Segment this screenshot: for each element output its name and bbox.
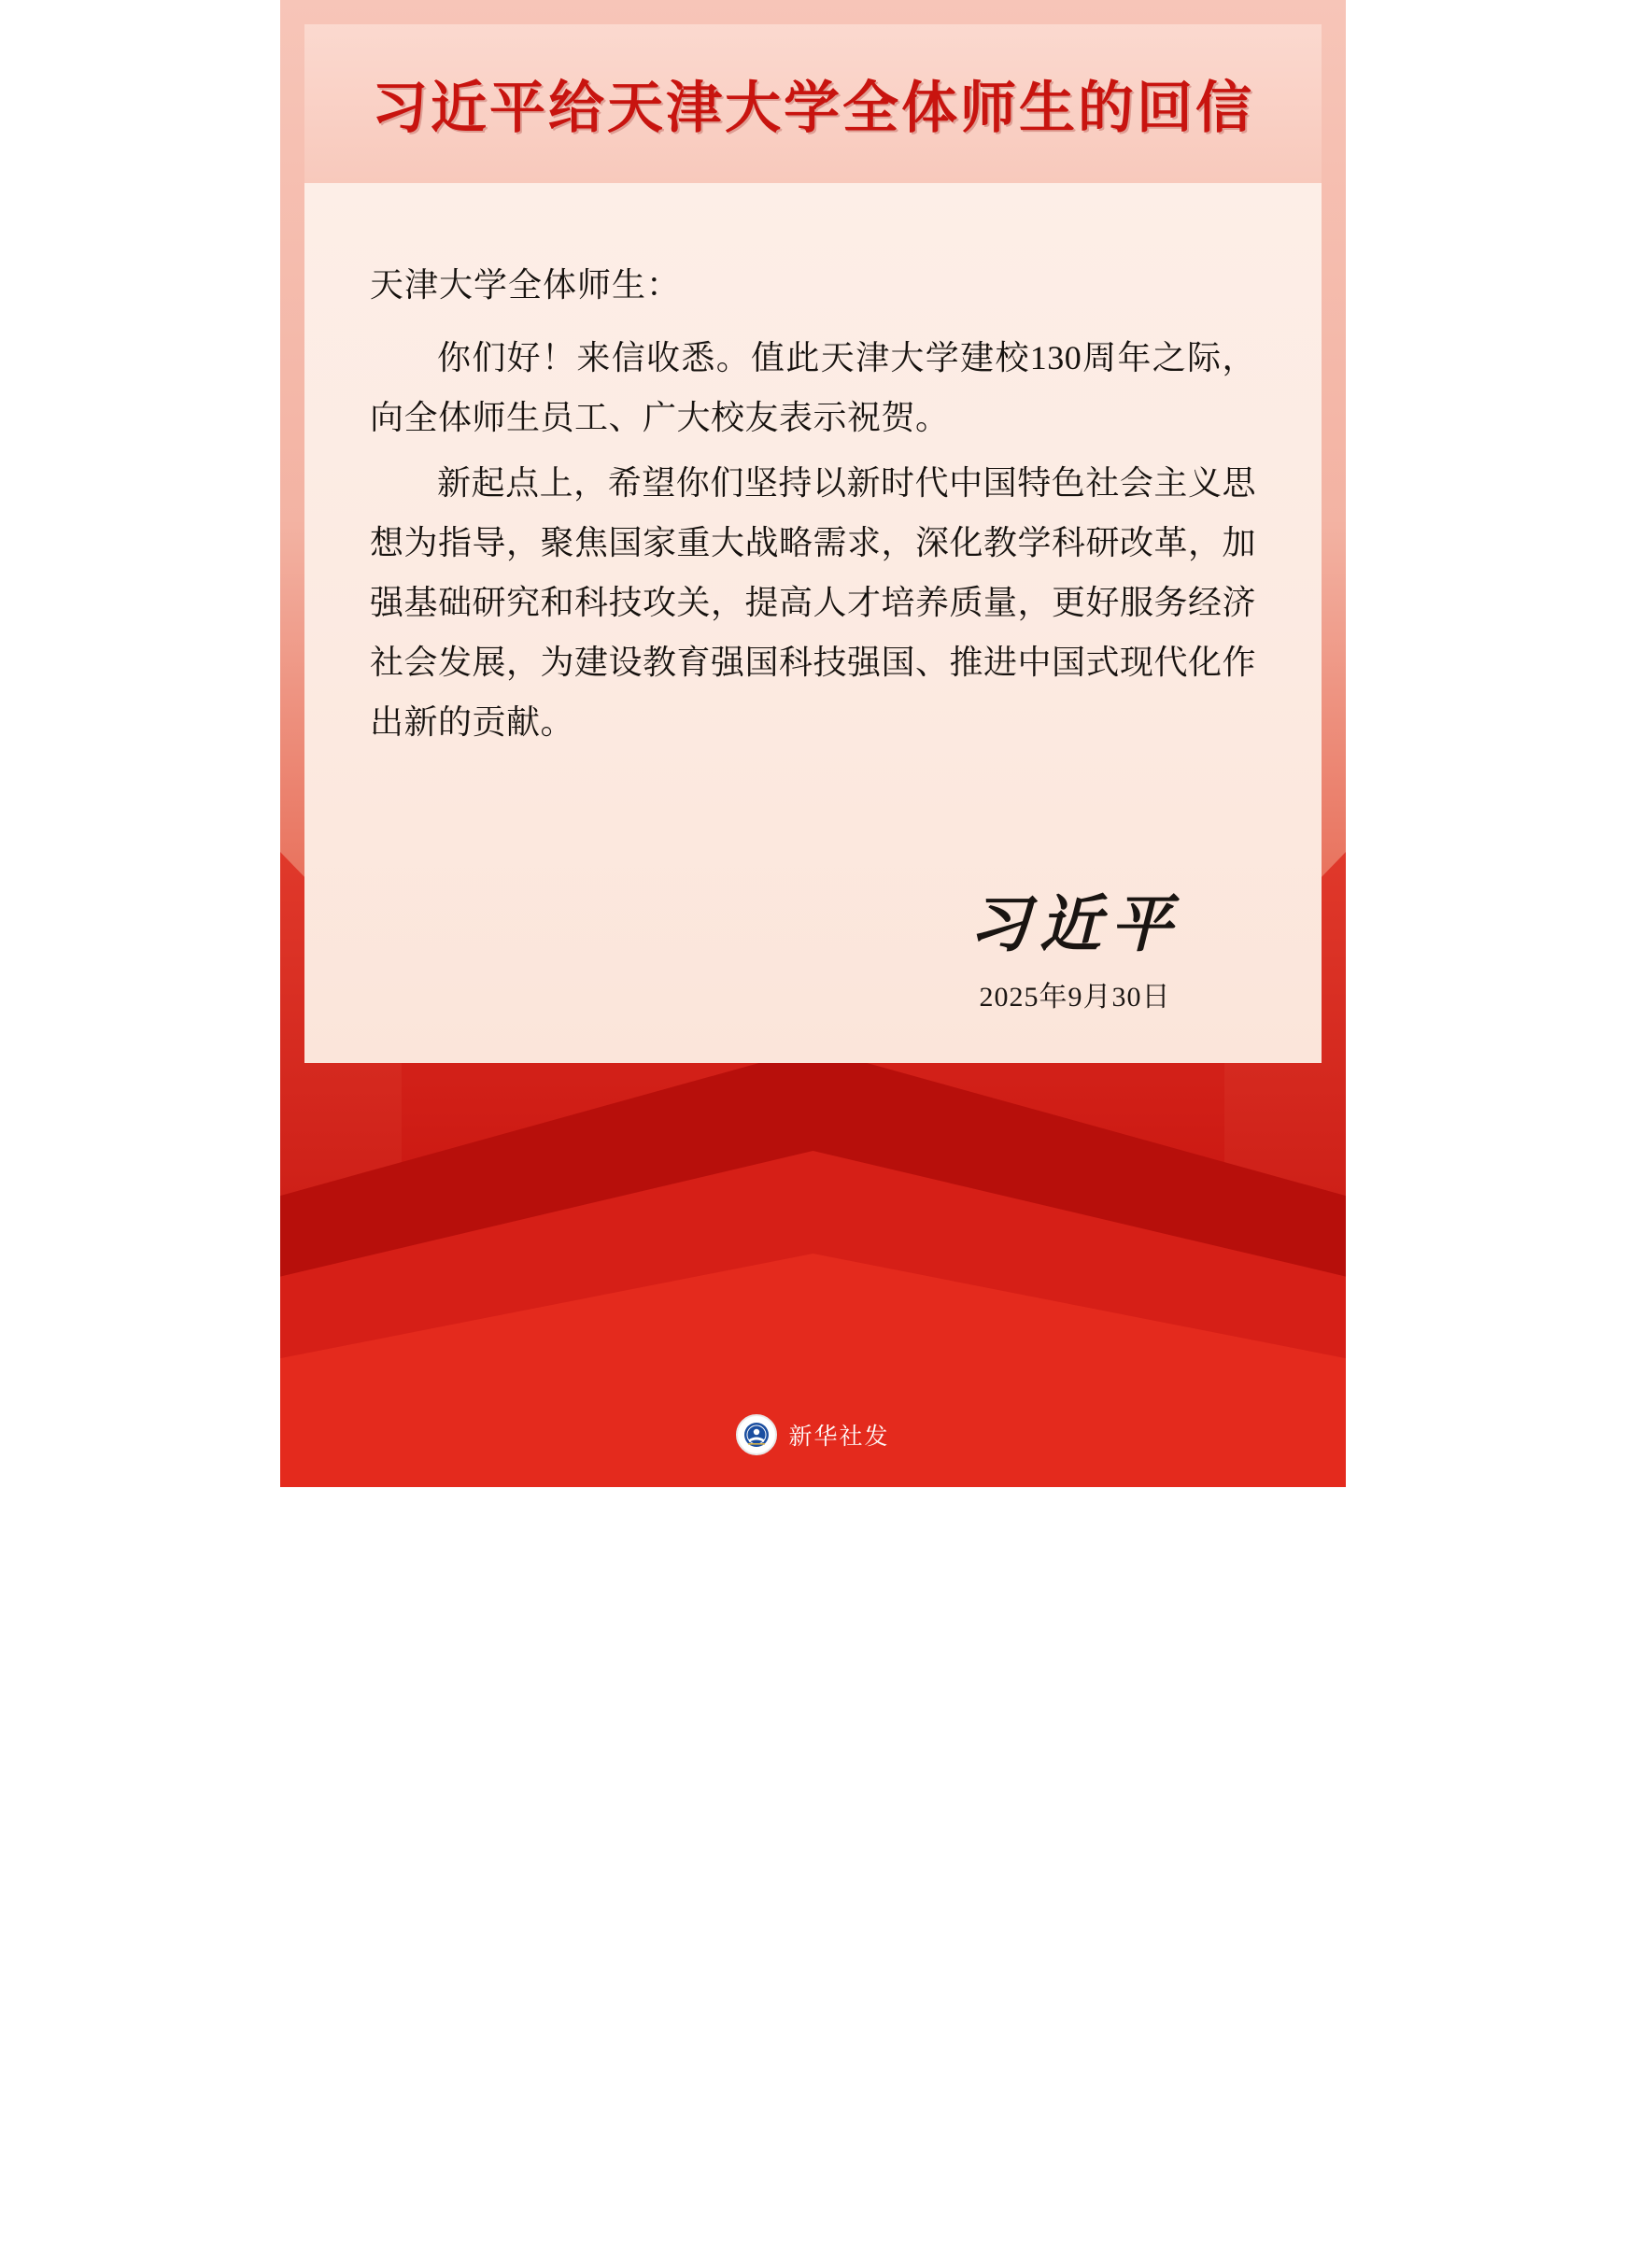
signature-name: 习近平 xyxy=(969,887,1181,961)
title-band xyxy=(304,24,1322,183)
footer-credit xyxy=(280,1414,1346,1455)
signature-date: 2025年9月30日 xyxy=(979,982,1171,1013)
letter-salutation: 天津大学全体师生： xyxy=(370,266,682,304)
footer-credit-text: 新华社发 xyxy=(788,1425,890,1450)
letter-paragraph-1: 你们好！来信收悉。值此天津大学建校130周年之际，向全体师生员工、广大校友表示祝贺。 xyxy=(370,339,1256,437)
page-title: 习近平给天津大学全体师生的回信 xyxy=(372,76,1254,141)
signature-block xyxy=(969,887,1181,1014)
poster-canvas xyxy=(280,0,1346,1487)
letter-sheet xyxy=(304,183,1322,1063)
xinhua-emblem-icon xyxy=(736,1414,777,1455)
letter-paragraph-2: 新起点上，希望你们坚持以新时代中国特色社会主义思想为指导，聚焦国家重大战略需求，深化教学科研改革，加强基础研究和科技攻关，提高人才培养质量，更好服务经济社会发展，为建设教育强国科技强国、推进中国式现代化作出新的贡献。 xyxy=(370,464,1257,742)
letter-body xyxy=(304,183,1322,753)
